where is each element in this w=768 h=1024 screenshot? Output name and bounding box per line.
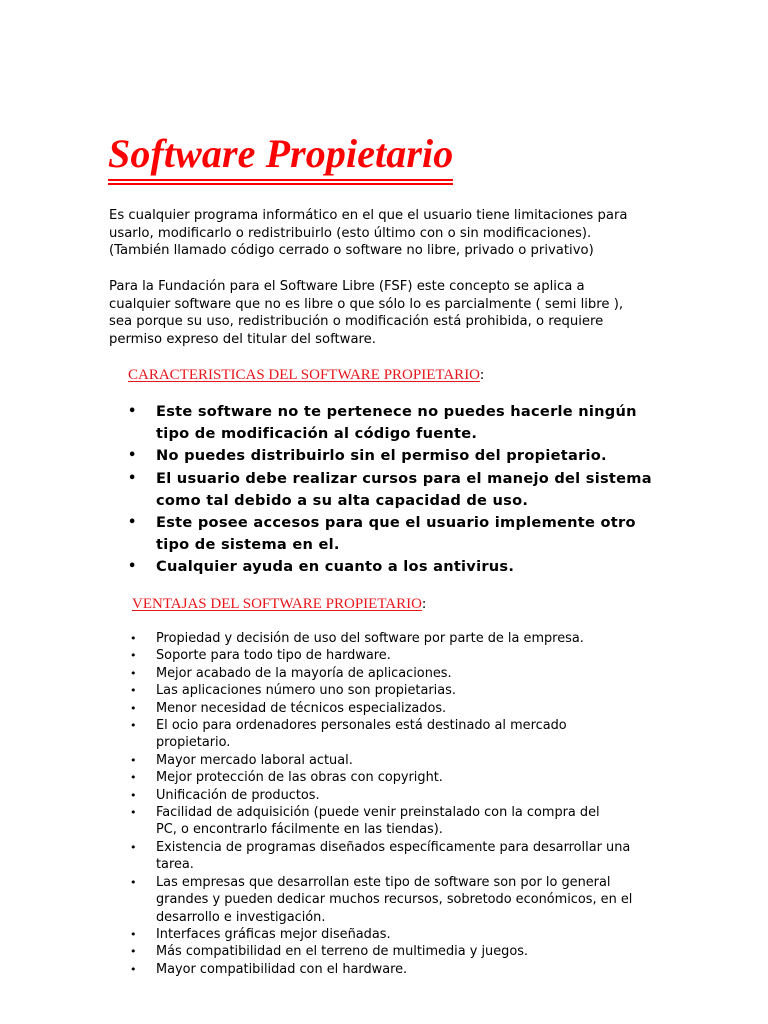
- caracteristica-item-text: No puedes distribuirlo sin el permiso del propietario.: [156, 447, 607, 465]
- ventaja-item: [130, 926, 690, 943]
- bullet-icon: •: [130, 649, 137, 663]
- fsf-line: cualquier software que no es libre o que sólo lo es parcialmente ( semi libre ),: [109, 296, 624, 312]
- fsf-line: permiso expreso del titular del software.: [109, 331, 376, 347]
- ventaja-item-text: Unificación de productos.: [156, 787, 320, 803]
- caracteristica-item-text: tipo de sistema en el.: [156, 536, 340, 554]
- title-underline: [108, 179, 453, 181]
- bullet-icon: •: [130, 701, 137, 715]
- ventaja-item-text: grandes y pueden dedicar muchos recursos, sobretodo económicos, en el: [156, 892, 633, 908]
- bullet-icon: •: [130, 962, 137, 976]
- fsf-line: Para la Fundación para el Software Libre (FSF) este concepto se aplica a: [109, 279, 585, 294]
- ventaja-item: [130, 717, 690, 752]
- caracteristica-item-text: tipo de modificación al código fuente.: [156, 425, 478, 443]
- ventajas-heading: [132, 595, 426, 613]
- ventaja-item-text: Propiedad y decisión de uso del software por parte de la empresa.: [156, 631, 584, 646]
- ventaja-item: [130, 874, 690, 926]
- heading-colon: :: [480, 367, 485, 383]
- caracteristica-item-text: Cualquier ayuda en cuanto a los antivirus.: [156, 558, 515, 576]
- bullet-icon: •: [130, 945, 137, 959]
- caracteristicas-heading: [128, 366, 484, 384]
- title-block: [108, 131, 453, 185]
- bullet-icon: •: [130, 684, 137, 698]
- page-title: Software Propietario: [108, 131, 454, 176]
- bullet-icon: •: [130, 927, 137, 941]
- ventaja-item-text: Menor necesidad de técnicos especializados.: [156, 700, 447, 716]
- ventaja-item-text: tarea.: [156, 857, 194, 873]
- ventaja-item-text: Interfaces gráficas mejor diseñadas.: [156, 926, 391, 942]
- intro-line: Es cualquier programa informático en el que el usuario tiene limitaciones para: [109, 208, 628, 223]
- ventaja-item-text: Las aplicaciones número uno son propietarias.: [156, 683, 456, 699]
- ventaja-item: [130, 630, 690, 647]
- bullet-icon: •: [130, 771, 137, 785]
- title-underline-second: [108, 183, 453, 185]
- ventaja-item: [130, 839, 690, 874]
- bullet-icon: •: [128, 448, 137, 464]
- caracteristica-item: [128, 445, 688, 467]
- ventaja-item: [130, 700, 690, 717]
- ventaja-item: [130, 961, 690, 978]
- bullet-icon: •: [130, 719, 137, 733]
- fsf-line: sea porque su uso, redistribución o modificación está prohibida, o requiere: [109, 314, 604, 329]
- bullet-icon: •: [130, 632, 137, 645]
- ventaja-item-text: Más compatibilidad en el terreno de multimedia y juegos.: [156, 944, 529, 960]
- caracteristica-item: [128, 512, 688, 556]
- ventaja-item: [130, 943, 690, 960]
- ventaja-item-text: Soporte para todo tipo de hardware.: [156, 648, 391, 664]
- bullet-icon: •: [130, 840, 137, 854]
- ventaja-item: [130, 752, 690, 769]
- bullet-icon: •: [128, 470, 137, 486]
- bullet-icon: •: [128, 515, 137, 531]
- bullet-icon: •: [130, 788, 137, 802]
- caracteristica-item: [128, 556, 688, 578]
- ventajas-heading-text: VENTAJAS DEL SOFTWARE PROPIETARIO: [132, 596, 422, 612]
- ventaja-item-text: Facilidad de adquisición (puede venir preinstalado con la compra del: [156, 805, 600, 821]
- ventaja-item: [130, 769, 690, 786]
- ventaja-item: [130, 647, 690, 664]
- ventaja-item: [130, 804, 690, 839]
- ventaja-item-text: Mayor compatibilidad con el hardware.: [156, 961, 408, 977]
- ventaja-item-text: PC, o encontrarlo fácilmente en las tiendas).: [156, 822, 443, 838]
- caracteristica-item: [128, 401, 688, 445]
- bullet-icon: •: [130, 753, 137, 767]
- caracteristicas-list: [128, 401, 688, 579]
- bullet-icon: •: [128, 559, 137, 575]
- ventaja-item-text: Existencia de programas diseñados específicamente para desarrollar una: [156, 839, 631, 855]
- caracteristicas-heading-text: CARACTERISTICAS DEL SOFTWARE PROPIETARIO: [128, 367, 481, 383]
- ventaja-item-text: propietario.: [156, 735, 231, 751]
- bullet-icon: •: [130, 666, 137, 680]
- ventaja-item-text: El ocio para ordenadores personales está destinado al mercado: [156, 718, 567, 734]
- caracteristica-item-text: como tal debido a su alta capacidad de uso.: [156, 491, 529, 509]
- fsf-paragraph: [109, 278, 669, 348]
- ventaja-item-text: Mayor mercado laboral actual.: [156, 752, 353, 768]
- ventaja-item: [130, 682, 690, 699]
- caracteristica-item-text: El usuario debe realizar cursos para el manejo del sistema: [156, 469, 652, 487]
- intro-paragraph: [109, 207, 669, 260]
- ventaja-item-text: Las empresas que desarrollan este tipo de software son por lo general: [156, 874, 611, 890]
- ventaja-item-text: Mejor protección de las obras con copyright.: [156, 770, 443, 786]
- bullet-icon: •: [128, 404, 137, 419]
- caracteristica-item-text: Este posee accesos para que el usuario implemente otro: [156, 514, 636, 532]
- ventajas-list: [130, 630, 690, 978]
- bullet-icon: •: [130, 875, 137, 889]
- intro-line: usarlo, modificarlo o redistribuirlo (esto último con o sin modificaciones).: [109, 225, 592, 241]
- ventaja-item-text: Mejor acabado de la mayoría de aplicaciones.: [156, 665, 452, 681]
- bullet-icon: •: [130, 806, 137, 820]
- caracteristica-item: [128, 468, 688, 512]
- caracteristica-item-text: Este software no te pertenece no puedes hacerle ningún: [156, 403, 637, 420]
- heading-colon: :: [421, 596, 427, 612]
- ventaja-item: [130, 665, 690, 682]
- intro-line: (También llamado código cerrado o software no libre, privado o privativo): [109, 243, 594, 258]
- ventaja-item: [130, 787, 690, 804]
- ventaja-item-text: desarrollo e investigación.: [156, 909, 326, 925]
